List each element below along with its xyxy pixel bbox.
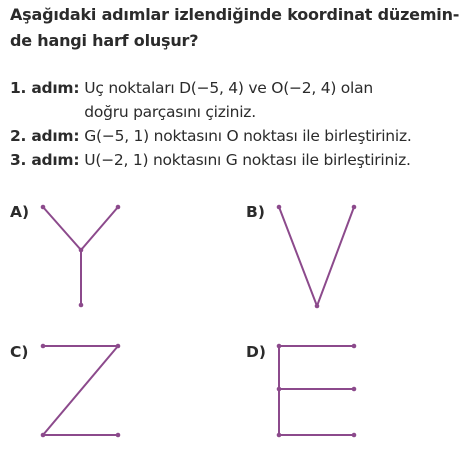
figure-c-point <box>116 433 121 438</box>
figure-d-point <box>352 387 357 392</box>
figure-a-point <box>116 205 121 210</box>
figure-c-diagonal <box>43 346 118 435</box>
figure-a-left-arm <box>43 207 81 250</box>
option-b-label[interactable]: B) <box>246 203 265 221</box>
step-3-text: U(−2, 1) noktasını G noktası ile birleştiriniz. <box>84 151 411 169</box>
step-3-label: 3. adım: <box>10 151 80 169</box>
option-a-figure[interactable] <box>41 205 121 308</box>
option-c-label[interactable]: C) <box>10 343 29 361</box>
option-c-figure[interactable] <box>41 344 121 438</box>
question-line-2: de hangi harf oluşur? <box>10 31 199 50</box>
figure-a-point <box>41 205 46 210</box>
figure-d-point <box>277 344 282 349</box>
option-d-figure[interactable] <box>277 344 357 438</box>
step-1-label: 1. adım: <box>10 79 80 97</box>
figure-c-point <box>116 344 121 349</box>
figure-b-point <box>315 304 320 309</box>
figure-b-right-line <box>317 207 354 306</box>
figure-b-point <box>277 205 282 210</box>
step-1-text: Uç noktaları D(−5, 4) ve O(−2, 4) olan doğru parçasını çiziniz. <box>84 79 373 121</box>
question-line-1: Aşağıdaki adımlar izlendiğinde koordinat düzemin- <box>10 5 460 24</box>
option-b-figure[interactable] <box>277 205 357 309</box>
figure-d-point <box>277 387 282 392</box>
figure-b-left-line <box>279 207 317 306</box>
step-2-label: 2. adım: <box>10 127 80 145</box>
figure-d-point <box>352 433 357 438</box>
figure-b-point <box>352 205 357 210</box>
figure-c-point <box>41 344 46 349</box>
figure-d-point <box>352 344 357 349</box>
figure-a-point <box>79 248 84 253</box>
option-d-label[interactable]: D) <box>246 343 266 361</box>
option-a-label[interactable]: A) <box>10 203 30 221</box>
step-2-text: G(−5, 1) noktasını O noktası ile birleştiriniz. <box>84 127 412 145</box>
figure-a-point <box>79 303 84 308</box>
figure-a-right-arm <box>81 207 118 250</box>
figure-c-point <box>41 433 46 438</box>
figure-d-point <box>277 433 282 438</box>
